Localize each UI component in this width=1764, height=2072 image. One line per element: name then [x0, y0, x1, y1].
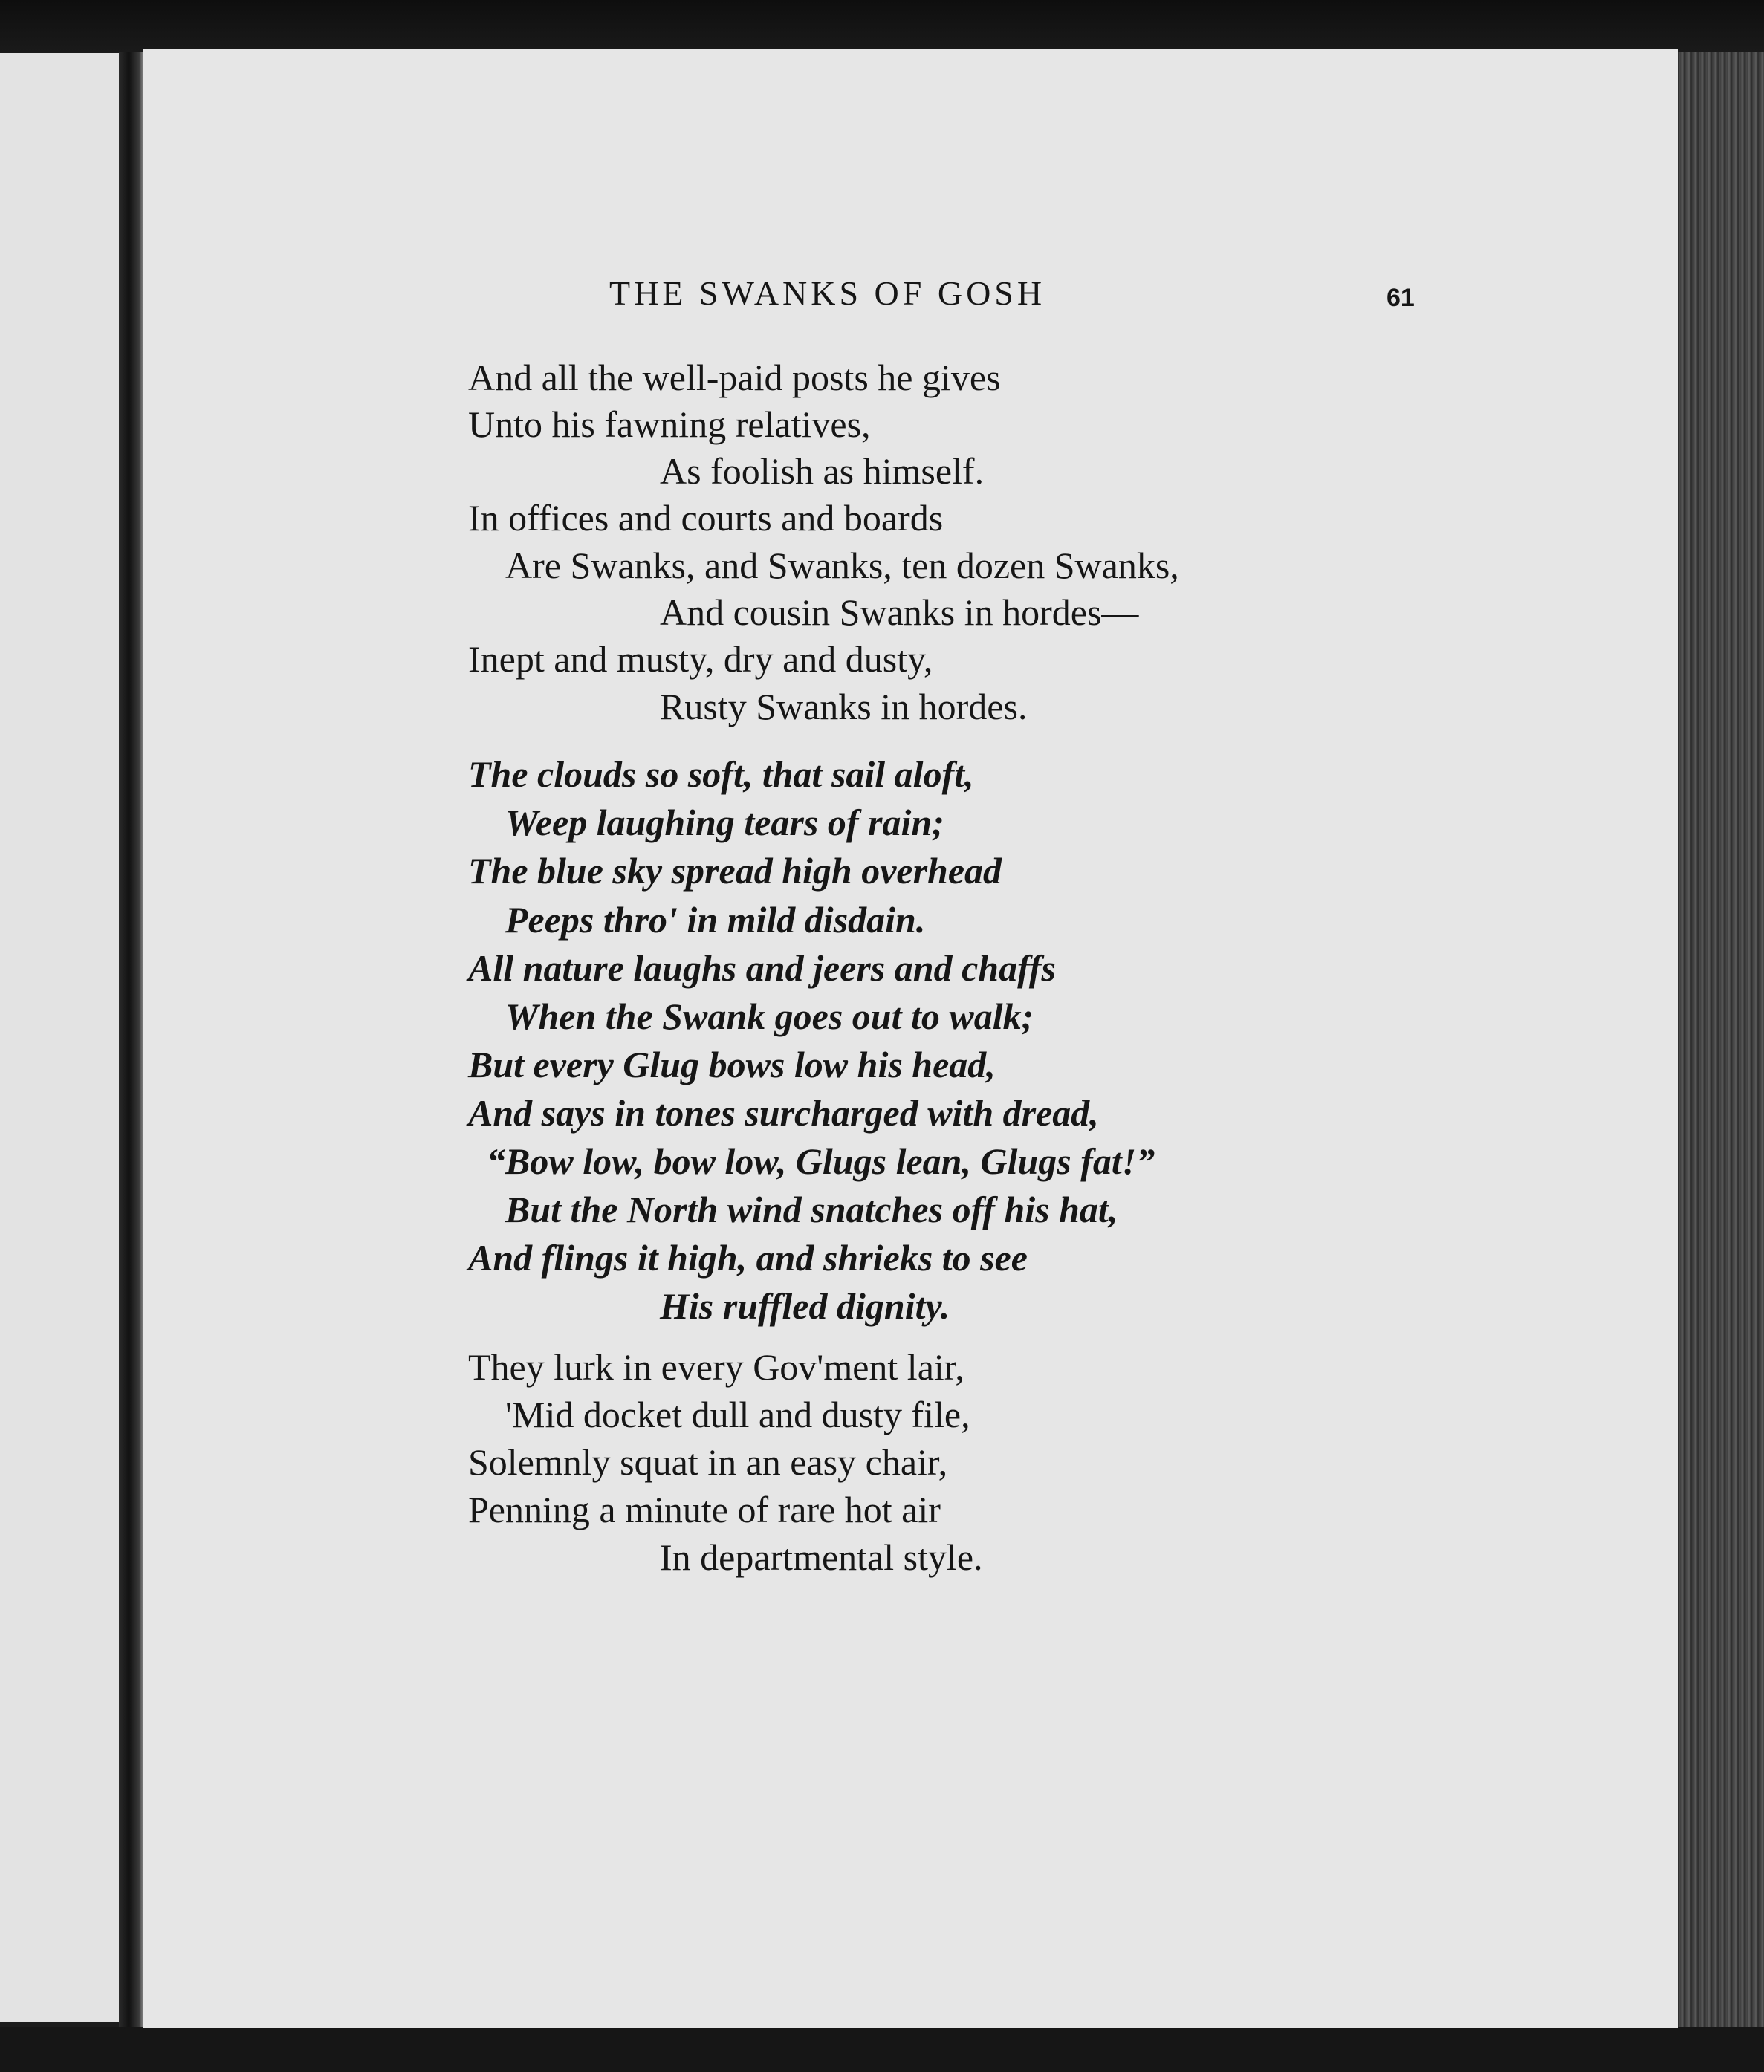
verse-line-italic: And says in tones surcharged with dread, [468, 1092, 1099, 1134]
verse-line: In offices and courts and boards [468, 497, 944, 539]
verse-line: Unto his fawning relatives, [468, 403, 871, 445]
verse-line-italic: “Bow low, bow low, Glugs lean, Glugs fat!” [487, 1140, 1155, 1182]
verse-line: Solemnly squat in an easy chair, [468, 1441, 948, 1483]
page-fore-edge [1673, 52, 1764, 2028]
verse-line-italic: Weep laughing tears of rain; [505, 802, 944, 843]
left-facing-page [0, 53, 123, 2022]
running-head: THE SWANKS OF GOSH [609, 274, 1046, 312]
bottom-scan-edge [0, 2027, 1764, 2072]
verse-line-italic: The clouds so soft, that sail aloft, [468, 753, 974, 795]
verse-line: And cousin Swanks in hordes— [660, 591, 1139, 633]
top-scan-edge [0, 0, 1764, 52]
verse-line: In departmental style. [660, 1536, 983, 1578]
verse-line: Penning a minute of rare hot air [468, 1489, 941, 1530]
page-number: 61 [1387, 284, 1415, 312]
verse-line-italic: But every Glug bows low his head, [468, 1044, 996, 1085]
verse-line: And all the well-paid posts he gives [468, 357, 1001, 398]
verse-line-italic: And flings it high, and shrieks to see [468, 1237, 1028, 1279]
verse-line-italic: His ruffled dignity. [660, 1285, 950, 1327]
book-page [143, 49, 1678, 2028]
verse-line: Inept and musty, dry and dusty, [468, 638, 933, 680]
verse-line-italic: When the Swank goes out to walk; [505, 996, 1034, 1037]
verse-line-italic: The blue sky spread high overhead [468, 850, 1002, 892]
verse-line-italic: But the North wind snatches off his hat, [505, 1189, 1118, 1230]
verse-line: Are Swanks, and Swanks, ten dozen Swanks, [505, 545, 1179, 586]
verse-line-italic: Peeps thro' in mild disdain. [505, 899, 926, 941]
verse-line: 'Mid docket dull and dusty file, [505, 1394, 970, 1435]
book-gutter [119, 52, 144, 2028]
verse-line: Rusty Swanks in hordes. [660, 686, 1028, 727]
verse-line-italic: All nature laughs and jeers and chaffs [468, 947, 1056, 989]
verse-line: As foolish as himself. [660, 450, 985, 492]
verse-line: They lurk in every Gov'ment lair, [468, 1346, 964, 1388]
